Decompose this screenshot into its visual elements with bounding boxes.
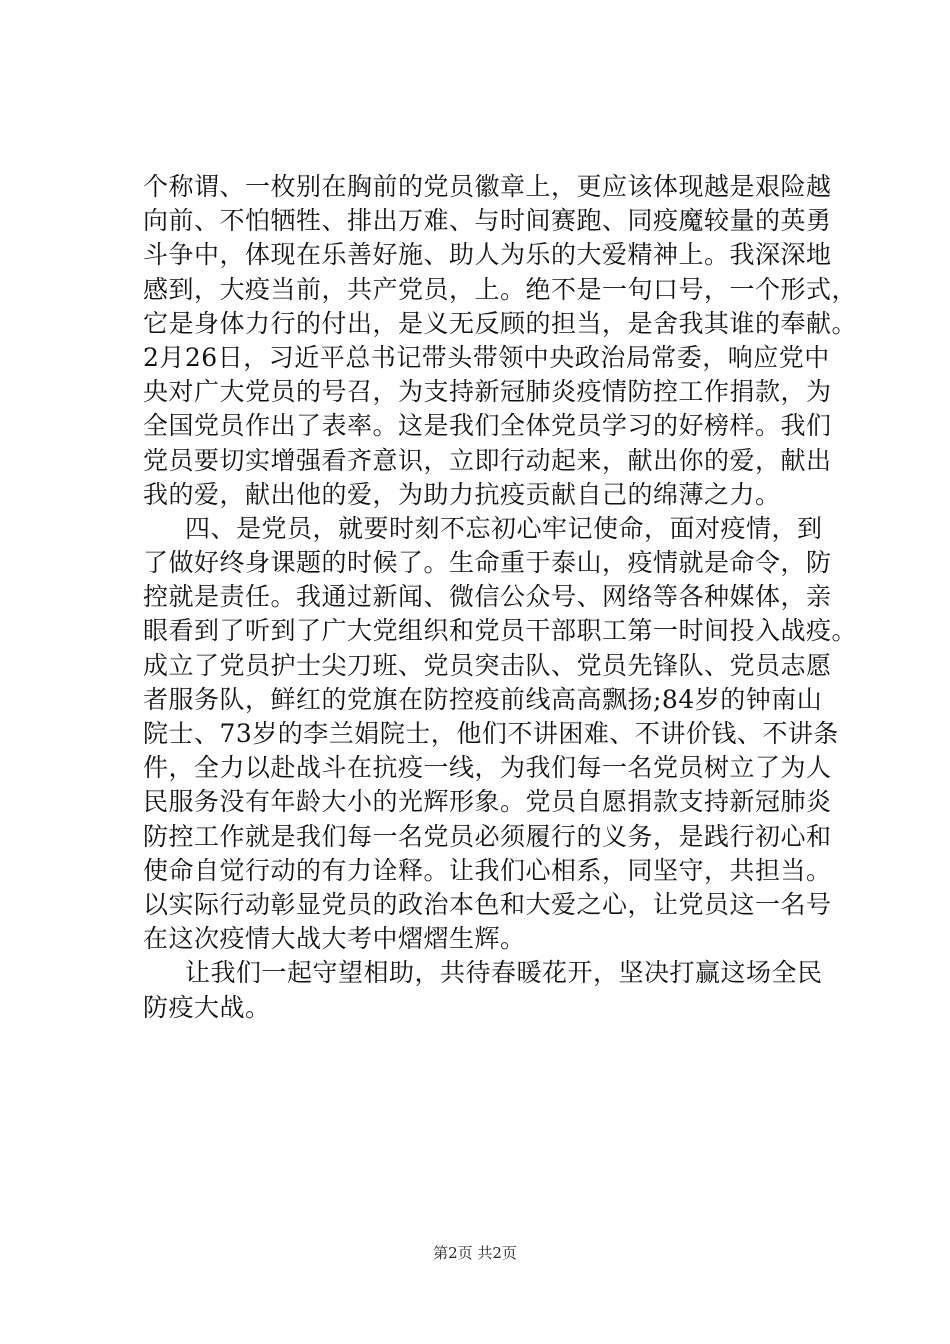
text-line: 它是身体力行的付出，是义无反顾的担当，是舍我其谁的奉献。 [143,308,858,338]
text-line: 了做好终身课题的时候了。生命重于泰山，疫情就是命令，防 [143,548,832,578]
text-line: 个称谓、一枚别在胸前的党员徽章上，更应该体现越是艰险越 [143,172,832,201]
text-line: 央对广大党员的号召，为支持新冠肺炎疫情防控工作捐款，为 [143,377,832,407]
text-line: 以实际行动彰显党员的政治本色和大爱之心，让党员这一名号 [143,889,832,919]
text-line: 件，全力以赴战斗在抗疫一线，为我们每一名党员树立了为人 [143,753,832,783]
text-line: 斗争中，体现在乐善好施、助人为乐的大爱精神上。我深深地 [143,240,832,270]
paragraph-start-line: 让我们一起守望相助，共待春暖花开，坚决打赢这场全民 [185,958,823,988]
text-line: 成立了党员护士尖刀班、党员突击队、党员先锋队、党员志愿 [143,650,832,680]
text-line: 党员要切实增强看齐意识，立即行动起来，献出你的爱，献出 [143,445,832,475]
text-line: 我的爱，献出他的爱，为助力抗疫贡献自己的绵薄之力。 [143,479,781,509]
text-line: 防疫大战。 [143,992,271,1022]
text-line: 使命自觉行动的有力诠释。让我们心相系，同坚守，共担当。 [143,855,832,885]
page-number-footer: 第2页 共2页 [433,1244,517,1262]
text-line: 院士、73岁的李兰娟院士，他们不讲困难、不讲价钱、不讲条 [143,719,839,748]
text-line: 全国党员作出了表率。这是我们全体党员学习的好榜样。我们 [143,411,832,441]
text-line: 在这次疫情大战大考中熠熠生辉。 [143,924,526,954]
text-line: 控就是责任。我通过新闻、微信公众号、网络等各种媒体，亲 [143,582,832,612]
text-line: 防控工作就是我们每一名党员必须履行的义务，是践行初心和 [143,821,832,851]
text-line: 向前、不怕牺牲、排出万难、与时间赛跑、同疫魔较量的英勇 [143,206,832,236]
body-text [143,170,863,1025]
paragraph-start-line: 四、是党员，就要时刻不忘初心牢记使命，面对疫情，到 [185,513,823,543]
text-line: 眼看到了听到了广大党组织和党员干部职工第一时间投入战疫。 [143,616,858,646]
text-line: 2月26日，习近平总书记带头带领中央政治局常委，响应党中 [143,342,830,372]
text-line: 民服务没有年龄大小的光辉形象。党员自愿捐款支持新冠肺炎 [143,787,832,817]
text-line: 感到，大疫当前，共产党员，上。绝不是一句口号，一个形式， [143,274,858,304]
text-line: 者服务队，鲜红的党旗在防控疫前线高高飘扬;84岁的钟南山 [143,684,823,714]
